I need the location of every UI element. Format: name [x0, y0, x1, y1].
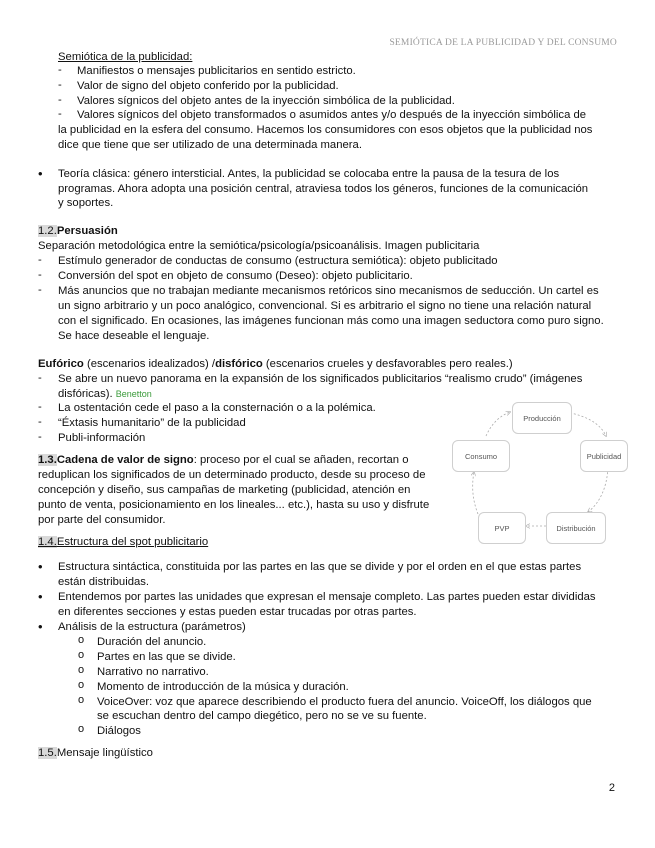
diagram-node-consumo: Consumo [452, 440, 510, 472]
diagram-node-pvp: PVP [478, 512, 526, 544]
list-dash: - [38, 269, 42, 281]
estructura-bullet: Entendemos por partes las unidades que expresan el mensaje completo. Las partes pueden estar divididas [58, 591, 596, 603]
cadena-line: por parte del consumidor. [38, 514, 166, 526]
cadena-first-line [38, 453, 408, 467]
running-header: SEMIÓTICA DE LA PUBLICIDAD Y DEL CONSUMO [389, 38, 617, 48]
list-dash: - [58, 94, 62, 106]
estructura-bullet-continuation: en diferentes secciones y estas pueden estar trucadas por otras partes. [58, 606, 417, 618]
list-item-continuation: con el significado. En ocasiones, las imágenes funcionan más como una imagen seductora como puro signo. [58, 315, 604, 327]
section-heading-estructura [38, 535, 208, 549]
value-chain-diagram [448, 398, 628, 548]
section-heading-mensaje [38, 746, 153, 760]
diagram-node-produccion: Producción [512, 402, 572, 434]
list-item-continuation: dice que tiene que ser utilizado de una determinada manera. [58, 139, 362, 151]
param-item: Momento de introducción de la música y duración. [97, 681, 349, 693]
euforico-text: (escenarios idealizados) / [83, 358, 216, 370]
estructura-bullet-continuation: están distribuidas. [58, 576, 150, 588]
cadena-line: punto de venta, posicionamiento en los lineales... etc.), hasta su uso y disfrute [38, 499, 430, 511]
circle-bullet-icon: o [78, 649, 85, 661]
param-item: Duración del anuncio. [97, 636, 207, 648]
section-number: 1.3. [38, 454, 57, 466]
section-title: Estructura del spot publicitario [56, 536, 209, 548]
section-heading-persuasion [38, 224, 118, 238]
cadena-text: : proceso por el cual se añaden, recortan o [193, 454, 409, 466]
cadena-line: reduplican los significados de un determinado producto, desde su proceso de [38, 469, 426, 481]
list-item: Valores sígnicos del objeto antes de la inyección simbólica de la publicidad. [77, 95, 455, 107]
semiotica-title: Semiótica de la publicidad: [58, 51, 193, 63]
section-number: 1.2. [38, 225, 57, 237]
param-item: VoiceOver: voz que aparece describiendo el producto fuera del anuncio. VoiceOff, los diálogos que [97, 696, 592, 708]
list-dash: - [58, 64, 62, 76]
list-item-continuation [58, 387, 152, 401]
disforico-bold: disfórico [215, 358, 263, 370]
list-item: Manifiestos o mensajes publicitarios en sentido estricto. [77, 65, 356, 77]
section-title: Cadena de valor de signo [56, 454, 194, 466]
list-item: Se abre un nuevo panorama en la expansión de los significados publicitarios “realismo crudo” (imágenes [58, 373, 583, 385]
list-dash: - [58, 79, 62, 91]
circle-bullet-icon: o [78, 664, 85, 676]
section-number: 1.4. [38, 536, 57, 548]
list-dash: - [38, 372, 42, 384]
list-item-continuation: un signo arbitrario y un poco analógico, convencional. Si es arbitrario el signo no tiene una relación natural [58, 300, 592, 312]
circle-bullet-icon: o [78, 694, 85, 706]
page-number: 2 [608, 782, 615, 794]
list-dash: - [58, 108, 62, 120]
list-item-continuation: la publicidad en la esfera del consumo. Hacemos los consumidores con esos objetos que la publicidad nos [58, 124, 593, 136]
persuasion-intro: Separación metodológica entre la semiótica/psicología/psicoanálisis. Imagen publicitaria [38, 240, 480, 252]
list-item: Publi-información [58, 432, 146, 444]
list-item-text: disfóricas). [58, 388, 113, 400]
bullet-icon: • [38, 619, 43, 634]
diagram-node-publicidad: Publicidad [580, 440, 628, 472]
list-item: Más anuncios que no trabajan mediante mecanismos retóricos sino mecanismos de seducción. Un cartel es [58, 285, 599, 297]
list-dash: - [38, 401, 42, 413]
euforico-heading [38, 357, 513, 371]
list-item: Conversión del spot en objeto de consumo (Deseo): objeto publicitario. [58, 270, 413, 282]
euforico-bold: Eufórico [38, 358, 84, 370]
param-item-continuation: se escuchan dentro del campo diegético, pero no se ve su fuente. [97, 710, 427, 722]
list-item: La ostentación cede el paso a la consternación o a la polémica. [58, 402, 376, 414]
circle-bullet-icon: o [78, 679, 85, 691]
param-item: Narrativo no narrativo. [97, 666, 209, 678]
circle-bullet-icon: o [78, 723, 85, 735]
list-item: “Éxtasis humanitario” de la publicidad [58, 417, 246, 429]
list-dash: - [38, 416, 42, 428]
list-item-continuation: Se hace deseable el lenguaje. [58, 330, 210, 342]
diagram-node-distribucion: Distribución [546, 512, 606, 544]
cadena-line: concepción y diseño, sus campañas de marketing (publicidad, atención en [38, 484, 411, 496]
estructura-bullet: Estructura sintáctica, constituida por las partes en las que se divide y por el orden en el que estas partes [58, 561, 582, 573]
list-dash: - [38, 431, 42, 443]
section-title: Mensaje lingüístico [56, 747, 153, 759]
disforico-text: (escenarios crueles y desfavorables pero reales.) [262, 358, 513, 370]
bullet-icon: • [38, 166, 43, 181]
benetton-note: Benetton [115, 389, 152, 399]
estructura-bullet: Análisis de la estructura (parámetros) [58, 621, 246, 633]
param-item: Partes en las que se divide. [97, 651, 236, 663]
bullet-icon: • [38, 559, 43, 574]
list-dash: - [38, 254, 42, 266]
circle-bullet-icon: o [78, 634, 85, 646]
section-title: Persuasión [56, 225, 118, 237]
list-dash: - [38, 284, 42, 296]
section-number: 1.5. [38, 747, 57, 759]
list-item: Valor de signo del objeto conferido por la publicidad. [77, 80, 339, 92]
teoria-line: Teoría clásica: género intersticial. Antes, la publicidad se colocaba entre la pausa de la tesura de los [58, 168, 560, 180]
param-item: Diálogos [97, 725, 141, 737]
bullet-icon: • [38, 589, 43, 604]
list-item: Valores sígnicos del objeto transformados o asumidos antes y/o después de la inyección simbólica de [77, 109, 587, 121]
list-item: Estímulo generador de conductas de consumo (estructura semiótica): objeto publicitado [58, 255, 498, 267]
teoria-line: y soportes. [58, 197, 114, 209]
teoria-line: programas. Ahora adopta una posición central, atraviesa todos los géneros, funciones de la comunicación [58, 183, 589, 195]
